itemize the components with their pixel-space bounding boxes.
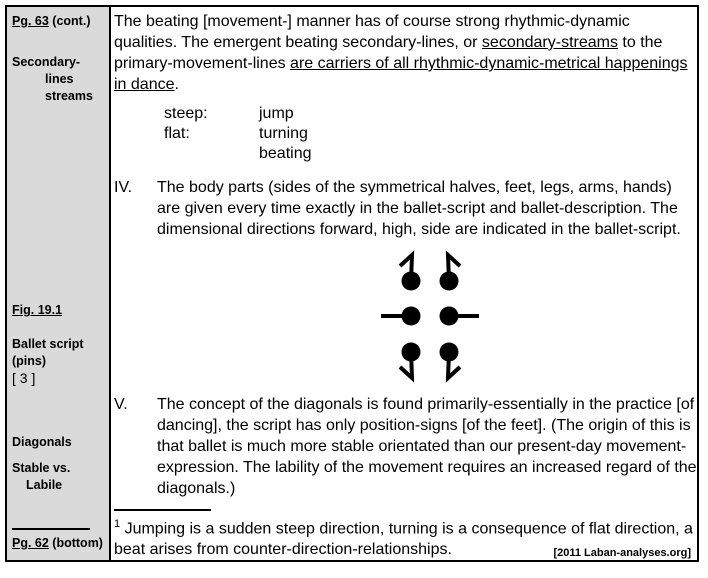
flat-def: turning: [259, 125, 308, 142]
flat-term: flat:: [164, 125, 190, 142]
ballet-pins-figure: [377, 248, 487, 394]
list-item: [164, 144, 312, 164]
page-ref-bottom: [12, 535, 106, 552]
main-text-column: [111, 7, 697, 560]
stable-label-line1: Stable vs.: [12, 461, 71, 475]
steep-flat-list: [164, 104, 312, 164]
source-citation: [2011 Laban-analyses.org]: [553, 547, 691, 559]
paragraph-beating-manner: [114, 11, 692, 95]
list-item: [164, 104, 312, 124]
pin-side-left-icon: [381, 307, 421, 326]
secondary-label-line1: Secondary-: [12, 55, 81, 69]
diagonals-label: Diagonals: [12, 435, 72, 449]
pin-high-left-icon: [400, 255, 421, 291]
steep-def: jump: [259, 105, 294, 122]
page-ref-top: [12, 13, 106, 30]
steep-term: steep:: [164, 105, 208, 122]
para1-tail: .: [174, 76, 179, 93]
page-ref-top-number: Pg. 63: [12, 14, 49, 28]
sidebar-divider-rule: [12, 528, 90, 530]
stable-label-line2: Labile: [26, 478, 63, 492]
page-ref-bottom-number: Pg. 62: [12, 536, 49, 550]
secondary-lines-label: [12, 54, 106, 105]
margin-sidebar: [7, 7, 111, 560]
figure-caption-line2: (pins): [12, 354, 47, 368]
para1-lead: The beating [movement-] manner has of course strong rhythmic-dynamic qualities. The emergent beating secondary-lines, or: [114, 13, 630, 51]
beating-def: beating: [259, 145, 312, 162]
document-table: [5, 5, 699, 562]
secondary-label-line2: lines: [45, 72, 74, 86]
stable-labile-label: [12, 460, 106, 494]
pin-low-right-icon: [440, 343, 461, 379]
item-v-numeral: V.: [114, 396, 128, 413]
item-v-text: The concept of the diagonals is found primarily-essentially in the practice [of dancing], the script has only position-signs [of the feet]. (The origin of this is that ballet is much more stable orientated than our present-day movement-expression. The lability of the movement requires an increased regard of the diagonals.): [157, 396, 697, 497]
para1-underline-secondary-streams: secondary-streams: [481, 34, 618, 51]
page-ref-bottom-suffix: (bottom): [48, 536, 103, 550]
pin-low-left-icon: [400, 343, 421, 379]
list-item: [164, 124, 312, 144]
figure-count: [ 3 ]: [12, 370, 36, 386]
para1-underline-carriers: are carriers of all rhythmic-dynamic-metrical happenings in dance: [114, 55, 688, 93]
pin-high-right-icon: [440, 255, 461, 291]
page-ref-top-suffix: (cont.): [48, 14, 91, 28]
secondary-label-line3: streams: [45, 89, 93, 103]
para1-mid: to the primary-movement-lines: [114, 34, 663, 72]
figure-caption: [12, 336, 106, 387]
pin-side-right-icon: [440, 307, 480, 326]
pin-figure-svg: [377, 248, 487, 388]
footnote-marker: 1: [114, 518, 121, 530]
numbered-item-v: [114, 394, 705, 499]
figure-caption-line1: Ballet script: [12, 337, 84, 351]
item-iv-text: The body parts (sides of the symmetrical halves, feet, legs, arms, hands) are given every time exactly in the ballet-script and ballet-description. The dimensional directions forward, high, side are indicated in the ballet-script.: [157, 179, 681, 238]
numbered-item-iv: [114, 177, 697, 240]
item-iv-numeral: IV.: [114, 179, 133, 196]
figure-ref: Fig. 19.1: [12, 303, 63, 317]
footnote-rule: [114, 509, 211, 511]
footnote-text: Jumping is a sudden steep direction, turning is a consequence of flat direction, a beat arises from counter-direction-relationships.: [114, 520, 693, 559]
